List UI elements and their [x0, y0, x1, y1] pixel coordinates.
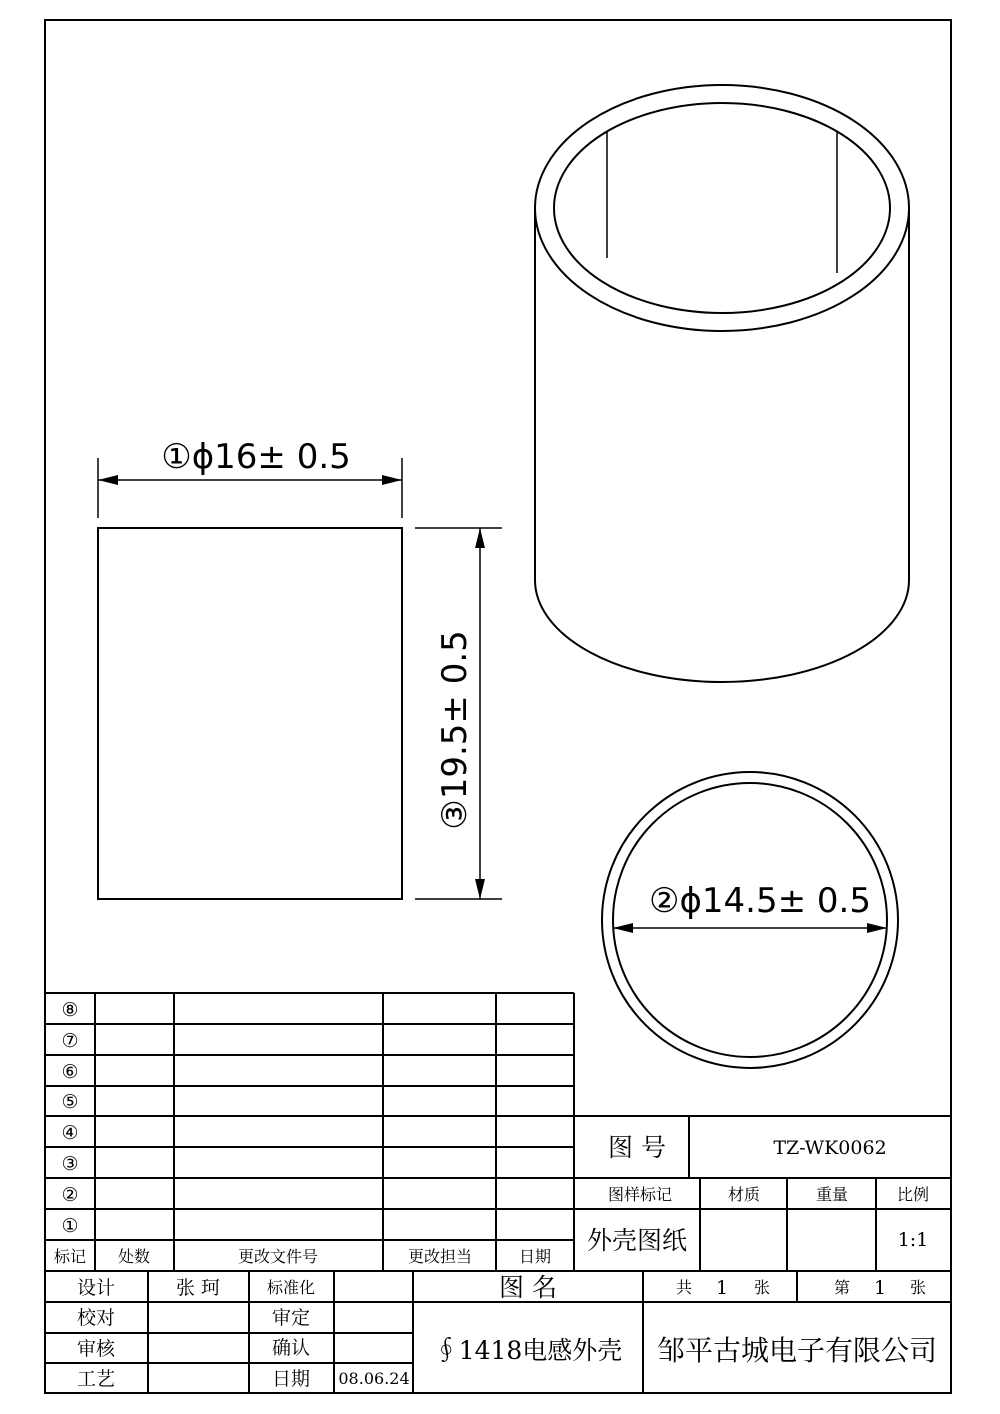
scale-value: 1:1: [897, 1229, 929, 1251]
total-sheets: 1: [715, 1277, 729, 1299]
header-change-owner: 更改担当: [407, 1247, 473, 1266]
isometric-cylinder: [535, 85, 909, 682]
revision-row-8: ⑧: [61, 999, 79, 1021]
revision-row-6: ⑥: [61, 1061, 79, 1083]
design-label: 设计: [76, 1277, 116, 1299]
cylinder-bottom-arc: [535, 580, 909, 682]
front-view-outline: [98, 528, 402, 899]
sample-mark-label: 图样标记: [607, 1185, 673, 1204]
date-value: 08.06.24: [338, 1369, 410, 1388]
material-label: 材质: [727, 1185, 761, 1204]
drawing-number: TZ-WK0062: [773, 1137, 887, 1159]
weight-label: 重量: [815, 1185, 849, 1204]
revision-row-1: ①: [61, 1215, 79, 1237]
cylinder-top-inner: [554, 103, 890, 313]
sheet-number: 1: [873, 1277, 887, 1299]
revision-row-5: ⑤: [61, 1091, 79, 1113]
approve-label: 审定: [271, 1307, 311, 1329]
total-label: 共: [675, 1278, 693, 1297]
header-date: 日期: [518, 1247, 552, 1266]
sheet-label: 第: [833, 1278, 851, 1297]
revision-table: [45, 993, 574, 1271]
confirm-label: 确认: [271, 1337, 311, 1359]
drawing-number-label: 图 号: [608, 1133, 666, 1162]
drawing-name: ∮1418电感外壳: [433, 1336, 623, 1365]
scale-label: 比例: [896, 1185, 930, 1204]
revision-row-2: ②: [61, 1184, 79, 1206]
cylinder-top-outer: [535, 85, 909, 331]
inner-diameter-label: ②ϕ14.5± 0.5: [649, 881, 871, 921]
date-label: 日期: [271, 1368, 311, 1390]
sheet-unit-1: 张: [753, 1278, 771, 1297]
front-view: [98, 437, 502, 899]
outer-diameter-label: ①ϕ16± 0.5: [161, 437, 351, 477]
header-count: 处数: [117, 1247, 151, 1266]
revision-row-7: ⑦: [61, 1030, 79, 1052]
revision-row-4: ④: [61, 1122, 79, 1144]
review-label: 审核: [76, 1338, 116, 1360]
standardize-label: 标准化: [266, 1278, 316, 1297]
title-block-info: [574, 1116, 951, 1271]
title-block-main: [45, 1271, 951, 1393]
designer-name: 张 珂: [175, 1277, 221, 1299]
process-label: 工艺: [76, 1368, 116, 1390]
sheet-unit-2: 张: [909, 1278, 927, 1297]
header-change-doc: 更改文件号: [237, 1247, 319, 1266]
sample-mark-value: 外壳图纸: [586, 1226, 688, 1255]
company-name: 邹平古城电子有限公司: [656, 1334, 938, 1367]
revision-row-3: ③: [61, 1153, 79, 1175]
height-label: ③19.5± 0.5: [435, 630, 475, 830]
drawing-name-label: 图 名: [499, 1273, 557, 1302]
top-view: [602, 772, 898, 1068]
header-mark: 标记: [53, 1247, 87, 1266]
proofread-label: 校对: [76, 1307, 116, 1329]
